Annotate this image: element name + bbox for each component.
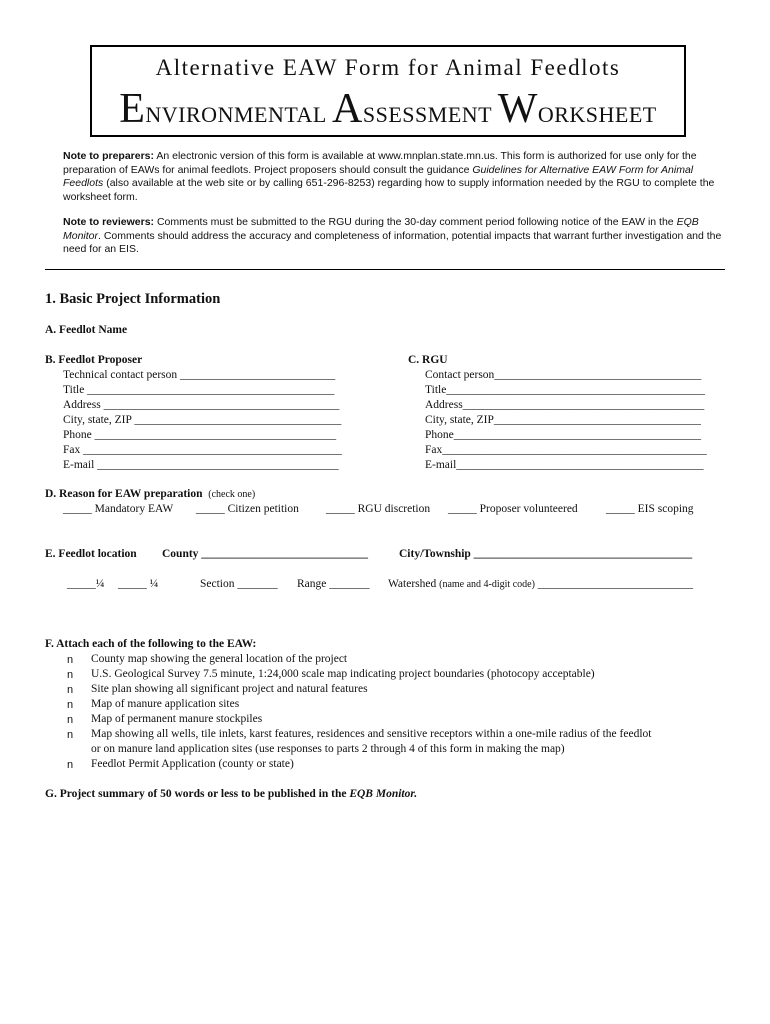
reason-hint: (check one)	[208, 489, 256, 500]
form-title: Alternative EAW Form for Animal Feedlots	[155, 55, 621, 80]
rgu-email-field[interactable]: E-mail___________________________________________	[425, 459, 704, 471]
note-to-preparers	[63, 150, 731, 204]
divider	[45, 269, 725, 270]
feedlot-name-label: A. Feedlot Name	[45, 324, 128, 336]
title-word-assessment: SSESSMENT	[362, 102, 498, 127]
proposer-city-field[interactable]: City, state, ZIP ____________________________________	[63, 414, 342, 426]
proposer-title-field[interactable]: Title ___________________________________________	[63, 384, 335, 396]
proposer-fax-field[interactable]: Fax _____________________________________________	[63, 444, 342, 456]
attachment-manure-stockpiles: Map of permanent manure stockpiles	[91, 713, 263, 725]
note-to-reviewers	[63, 216, 731, 257]
reviewers-label: Note to reviewers:	[63, 216, 155, 228]
attachment-wells-map: Map showing all wells, tile inlets, karst features, residences and sensitive receptors within a one-mile radius of the feedlot	[91, 728, 652, 740]
proposer-contact-field[interactable]: Technical contact person ___________________________	[63, 369, 336, 381]
project-summary-label	[45, 788, 417, 800]
rgu-city-field[interactable]: City, state, ZIP____________________________________	[425, 414, 701, 426]
title-initial-a: A	[332, 86, 363, 132]
quarter-field-2[interactable]: _____ ¼	[118, 578, 159, 590]
watershed-line[interactable]: ___________________________	[537, 578, 694, 590]
attachment-county-map: County map showing the general location of the project	[91, 653, 348, 665]
attachment-site-plan: Site plan showing all significant project and natural features	[91, 683, 368, 695]
option-mandatory-eaw[interactable]: _____ Mandatory EAW	[63, 503, 174, 515]
rgu-contact-field[interactable]: Contact person____________________________________	[425, 369, 702, 381]
rgu-title-field[interactable]: Title_____________________________________________	[425, 384, 706, 396]
preparers-text-1: An electronic version of this form is available at www.mnplan.state.mn.us. This form is authorized for use only for the preparation of EAWs for animal feedlots. Project proposers should consult the guidance	[63, 150, 697, 176]
section-field[interactable]: Section _______	[200, 578, 278, 590]
rgu-fax-field[interactable]: Fax______________________________________________	[425, 444, 707, 456]
rgu-phone-field[interactable]: Phone___________________________________________	[425, 429, 701, 441]
bullet-icon: n	[67, 699, 74, 711]
title-word-environmental: NVIRONMENTAL	[145, 102, 333, 127]
title-word-worksheet: ORKSHEET	[537, 102, 657, 127]
attachment-permit-application: Feedlot Permit Application (county or state)	[91, 758, 294, 770]
section-heading: 1. Basic Project Information	[45, 291, 221, 307]
preparers-guidance-title: Guidelines for Alternative EAW Form for Animal Feedlots	[63, 163, 694, 189]
attachment-wells-map-continued: or on manure land application sites (use responses to parts 2 through 4 of this form in making the map)	[91, 743, 565, 755]
watershed-field[interactable]	[388, 578, 693, 590]
bullet-icon: n	[67, 669, 74, 681]
project-summary-eqb-monitor: EQB Monitor.	[349, 788, 418, 800]
range-field[interactable]: Range _______	[297, 578, 370, 590]
feedlot-proposer-label: B. Feedlot Proposer	[45, 354, 143, 366]
option-rgu-discretion[interactable]: _____ RGU discretion	[326, 503, 431, 515]
bullet-icon: n	[67, 759, 74, 771]
watershed-label: Watershed	[388, 578, 437, 590]
worksheet-title	[92, 85, 684, 133]
preparers-text-2: (also available at the web site or by calling 651-296-8253) regarding how to supply information needed by the RGU to complete the worksheet form.	[63, 177, 715, 203]
title-initial-w: W	[497, 86, 538, 132]
proposer-phone-field[interactable]: Phone __________________________________________	[63, 429, 337, 441]
watershed-hint: (name and 4-digit code)	[439, 579, 535, 590]
reviewers-eqb-monitor: EQB Monitor	[63, 216, 699, 242]
bullet-icon: n	[67, 654, 74, 666]
option-proposer-volunteered[interactable]: _____ Proposer volunteered	[448, 503, 578, 515]
city-township-field[interactable]: City/Township ______________________________________	[399, 548, 693, 560]
reason-label	[45, 488, 255, 500]
county-field[interactable]: County _____________________________	[162, 548, 369, 560]
quarter-field-1[interactable]: _____¼	[67, 578, 105, 590]
proposer-email-field[interactable]: E-mail __________________________________________	[63, 459, 339, 471]
option-eis-scoping[interactable]: _____ EIS scoping	[606, 503, 694, 515]
project-summary-text: G. Project summary of 50 words or less to be published in the	[45, 788, 350, 800]
preparers-label: Note to preparers:	[63, 150, 155, 162]
proposer-address-field[interactable]: Address _________________________________________	[63, 399, 340, 411]
reviewers-text-2: . Comments should address the accuracy and completeness of information, potential impacts that warrant further investigation and the need for an EIS.	[63, 229, 722, 255]
bullet-icon: n	[67, 714, 74, 726]
title-box	[90, 45, 686, 137]
rgu-label: C. RGU	[408, 354, 448, 366]
feedlot-location-label: E. Feedlot location	[45, 548, 137, 560]
option-citizen-petition[interactable]: _____ Citizen petition	[196, 503, 299, 515]
bullet-icon: n	[67, 729, 74, 741]
reason-label-text: D. Reason for EAW preparation	[45, 488, 203, 500]
attachments-label: F. Attach each of the following to the EAW:	[45, 638, 257, 650]
attachment-usgs-map: U.S. Geological Survey 7.5 minute, 1:24,000 scale map indicating project boundaries (photocopy acceptable)	[91, 668, 595, 680]
attachment-manure-sites: Map of manure application sites	[91, 698, 240, 710]
title-initial-e: E	[119, 86, 146, 132]
rgu-address-field[interactable]: Address__________________________________________	[425, 399, 705, 411]
bullet-icon: n	[67, 684, 74, 696]
reviewers-text-1: Comments must be submitted to the RGU during the 30-day comment period following notice of the EAW in the	[154, 216, 677, 228]
